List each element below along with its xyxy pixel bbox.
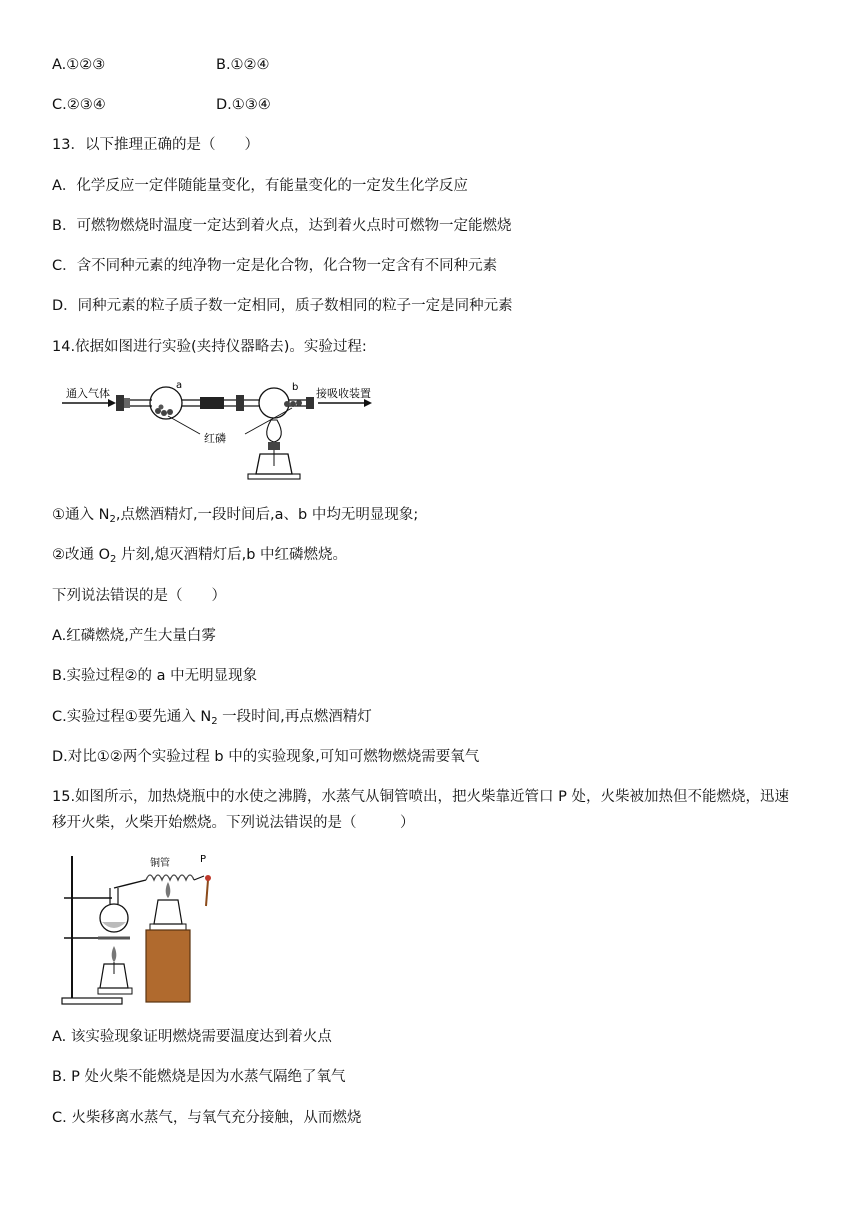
q14-stem: 14.依据如图进行实验(夹持仪器略去)。实验过程: [52, 339, 367, 355]
q15-stem-line1: 15.如图所示，加热烧瓶中的水使之沸腾，水蒸气从铜管喷出，把火柴靠近管口 P 处，火柴被加热但不能燃烧，迅速 [52, 789, 790, 805]
label-p: P [200, 854, 207, 865]
q13-option-b: B．可燃物燃烧时温度一定达到着火点，达到着火点时可燃物一定能燃烧 [52, 218, 512, 234]
q13-stem: 13．以下推理正确的是（ ） [52, 137, 259, 153]
q14-step2: ②改通 $O_2$ 片刻,熄灭酒精灯后,b 中红磷燃烧。 [52, 547, 348, 565]
label-a: a [176, 380, 183, 391]
q14-step1: ①通入 $N_2$,点燃酒精灯,一段时间后,a、b 中均无明显现象; [52, 507, 419, 525]
q12-option-a: A.①②③ [52, 57, 106, 73]
q12-option-c: C.②③④ [52, 97, 106, 113]
label-phosphorus: 红磷 [204, 432, 226, 445]
q14-option-b: B.实验过程②的 a 中无明显现象 [52, 668, 258, 684]
q14-apparatus-figure [60, 378, 390, 483]
q13-option-c: C．含不同种元素的纯净物一定是化合物，化合物一定含有不同种元素 [52, 258, 498, 274]
q13-option-a: A．化学反应一定伴随能量变化，有能量变化的一定发生化学反应 [52, 178, 468, 194]
label-outlet: 接吸收装置 [316, 387, 371, 400]
q12-option-b: B.①②④ [216, 57, 270, 73]
q14-option-a: A.红磷燃烧,产生大量白雾 [52, 628, 216, 644]
q15-stem-line2: 移开火柴，火柴开始燃烧。下列说法错误的是（ ） [52, 815, 415, 831]
q15-option-a: A. 该实验现象证明燃烧需要温度达到着火点 [52, 1029, 332, 1045]
q14-option-d: D.对比①②两个实验过程 b 中的实验现象,可知可燃物燃烧需要氧气 [52, 749, 480, 765]
q14-question: 下列说法错误的是（ ） [52, 588, 226, 604]
q15-apparatus-figure [58, 850, 218, 1010]
q15-option-b: B. P 处火柴不能燃烧是因为水蒸气隔绝了氧气 [52, 1069, 346, 1085]
label-b: b [292, 382, 299, 393]
q13-option-d: D．同种元素的粒子质子数一定相同，质子数相同的粒子一定是同种元素 [52, 298, 513, 314]
label-copper-tube: 铜管 [150, 858, 170, 869]
q14-option-c: C.实验过程①要先通入 $N_2$ 一段时间,再点燃酒精灯 [52, 709, 372, 727]
q15-option-c: C. 火柴移离水蒸气，与氧气充分接触，从而燃烧 [52, 1110, 362, 1126]
q12-option-d: D.①③④ [216, 97, 271, 113]
label-inlet: 通入气体 [66, 387, 110, 400]
